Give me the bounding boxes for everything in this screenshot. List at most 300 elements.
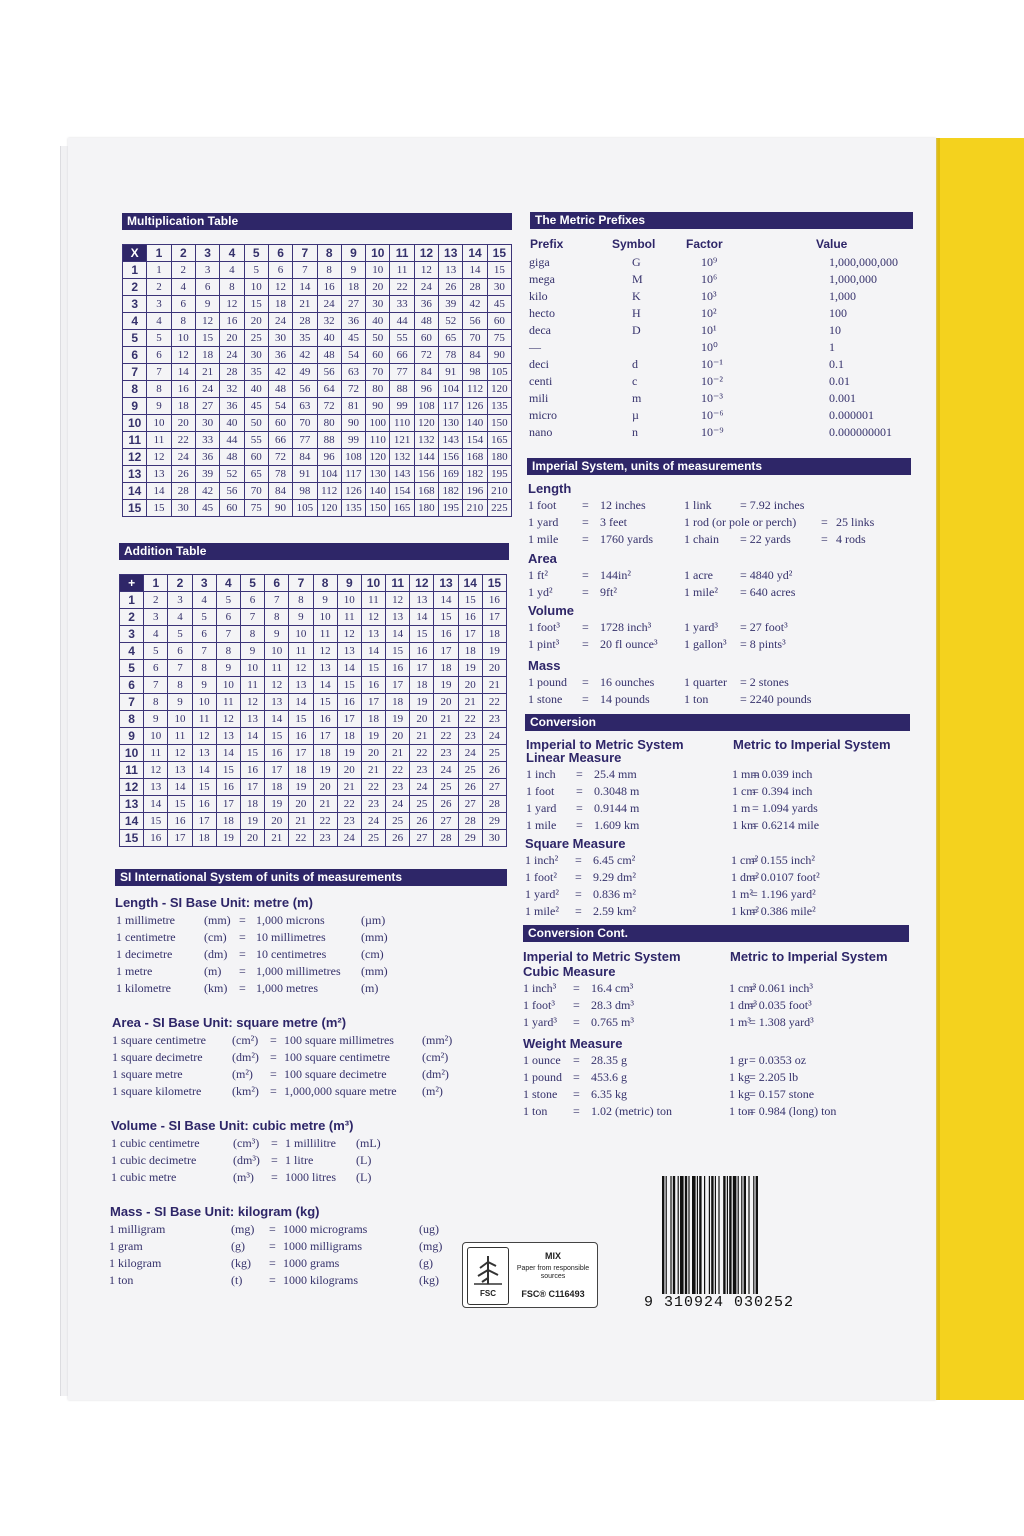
prefix-row-cell: 10⁹: [701, 255, 718, 269]
add-cell: 27: [434, 813, 458, 830]
mul-cell: 4: [220, 262, 244, 279]
conversion-square-row-cell: =: [575, 870, 582, 884]
mul-cell: 30: [268, 330, 292, 347]
mul-cell: 66: [268, 432, 292, 449]
mul-cell: 154: [463, 432, 487, 449]
add-cell: 16: [289, 728, 313, 745]
si-volume-row-cell: =: [271, 1153, 278, 1167]
mul-cell: 210: [487, 483, 511, 500]
add-cell: 15: [361, 660, 385, 677]
add-cell: 13: [410, 592, 434, 609]
imperial-length-row-cell: = 22 yards: [740, 532, 791, 546]
mul-cell: 15: [487, 262, 511, 279]
conversion-weight-row-cell: 1 stone: [523, 1087, 558, 1101]
add-cell: 26: [434, 796, 458, 813]
conversion-linear-row-cell: 0.3048 m: [594, 784, 640, 798]
mul-cell: 55: [390, 330, 414, 347]
mul-cell: 2: [171, 262, 195, 279]
add-cell: 14: [240, 728, 264, 745]
mul-cell: 8: [220, 279, 244, 296]
add-cell: 23: [337, 813, 361, 830]
add-cell: 11: [337, 609, 361, 626]
conversion-weight-row-cell: 1 ounce: [523, 1053, 561, 1067]
add-cell: 18: [337, 728, 361, 745]
add-cell: 18: [192, 830, 216, 847]
mul-cell: 99: [341, 432, 365, 449]
mul-cell: 36: [268, 347, 292, 364]
conversion-cont-right-heading: Metric to Imperial System: [730, 949, 888, 964]
si-mass-heading: Mass - SI Base Unit: kilogram (kg): [110, 1204, 320, 1219]
si-area-row-cell: 1,000,000 square metre: [284, 1084, 397, 1098]
add-cell: 14: [337, 660, 361, 677]
mul-col-header: 9: [341, 245, 365, 262]
mul-cell: 84: [268, 483, 292, 500]
add-cell: 27: [410, 830, 434, 847]
add-cell: 25: [361, 830, 385, 847]
add-cell: 15: [410, 626, 434, 643]
add-cell: 21: [458, 694, 482, 711]
mul-cell: 33: [390, 296, 414, 313]
mul-cell: 84: [463, 347, 487, 364]
add-cell: 18: [410, 677, 434, 694]
imperial-area-row-cell: = 4840 yd²: [740, 568, 793, 582]
conversion-square-row-cell: 1 km²: [731, 904, 759, 918]
mul-cell: 80: [317, 415, 341, 432]
add-cell: 21: [289, 813, 313, 830]
mul-row: [123, 364, 512, 381]
mul-cell: 60: [268, 415, 292, 432]
add-cell: 6: [240, 592, 264, 609]
imperial-length-row-cell: 3 feet: [600, 515, 627, 529]
si-area-row-cell: (m²): [422, 1084, 443, 1098]
si-volume-row-cell: (dm³): [233, 1153, 260, 1167]
prefix-row-cell: 0.000000001: [829, 425, 892, 439]
mul-cell: 117: [341, 466, 365, 483]
add-cell: 17: [313, 728, 337, 745]
add-cell: 23: [482, 711, 506, 728]
si-volume-row-cell: =: [271, 1136, 278, 1150]
add-cell: 19: [240, 813, 264, 830]
imperial-volume-row-cell: = 8 pints³: [740, 637, 786, 651]
add-row: [120, 711, 507, 728]
add-cell: 22: [410, 745, 434, 762]
add-cell: 17: [192, 813, 216, 830]
mul-cell: 91: [293, 466, 317, 483]
add-cell: 29: [482, 813, 506, 830]
add-cell: 10: [216, 677, 240, 694]
mul-cell: 169: [439, 466, 463, 483]
add-cell: 13: [144, 779, 168, 796]
mul-cell: 15: [147, 500, 171, 517]
add-cell: 19: [216, 830, 240, 847]
mul-row-header: 8: [123, 381, 147, 398]
conversion-cubic-row-cell: 1 yard³: [523, 1015, 557, 1029]
imperial-volume-row-cell: 1 gallon³: [684, 637, 727, 651]
add-cell: 14: [192, 762, 216, 779]
add-cell: 20: [313, 779, 337, 796]
add-cell: 10: [144, 728, 168, 745]
mul-cell: 5: [244, 262, 268, 279]
imperial-length-row-cell: =: [821, 532, 828, 546]
si-length-row-cell: 1 centimetre: [116, 930, 176, 944]
add-cell: 20: [337, 762, 361, 779]
mul-row-header: 14: [123, 483, 147, 500]
add-cell: 3: [144, 609, 168, 626]
add-cell: 27: [458, 796, 482, 813]
mul-row: [123, 415, 512, 432]
mul-cell: 9: [195, 296, 219, 313]
si-mass-row-cell: (g): [419, 1256, 433, 1270]
mul-cell: 90: [487, 347, 511, 364]
mul-cell: 88: [390, 381, 414, 398]
mul-cell: 72: [268, 449, 292, 466]
mul-cell: 66: [390, 347, 414, 364]
add-cell: 14: [289, 694, 313, 711]
add-cell: 10: [240, 660, 264, 677]
mul-col-header: 11: [390, 245, 414, 262]
add-cell: 10: [337, 592, 361, 609]
mul-cell: 225: [487, 500, 511, 517]
si-mass-row-cell: (ug): [419, 1222, 439, 1236]
add-cell: 8: [192, 660, 216, 677]
prefix-col-header: Symbol: [612, 237, 656, 251]
mul-cell: 110: [366, 432, 390, 449]
si-length-row-cell: (dm): [204, 947, 228, 961]
mul-cell: 24: [195, 381, 219, 398]
mul-cell: 35: [293, 330, 317, 347]
add-row-header: 10: [120, 745, 144, 762]
add-cell: 19: [458, 660, 482, 677]
barcode-bar: [678, 1176, 679, 1294]
mul-cell: 48: [414, 313, 438, 330]
add-cell: 20: [240, 830, 264, 847]
si-length-row-cell: (m): [204, 964, 222, 978]
prefix-row-cell: 100: [829, 306, 847, 320]
mul-cell: 52: [439, 313, 463, 330]
conversion-cubic-row-cell: 1 foot³: [523, 998, 555, 1012]
add-cell: 18: [289, 762, 313, 779]
conversion-cubic-row-cell: 1 m³: [729, 1015, 751, 1029]
add-cell: 7: [192, 643, 216, 660]
add-row: [120, 762, 507, 779]
add-cell: 12: [386, 592, 410, 609]
add-cell: 25: [434, 779, 458, 796]
si-area-row-cell: =: [270, 1033, 277, 1047]
mul-cell: 117: [439, 398, 463, 415]
mul-cell: 105: [487, 364, 511, 381]
si-volume-row-cell: =: [271, 1170, 278, 1184]
si-mass-row-cell: 1 milligram: [109, 1222, 166, 1236]
imperial-length-row-cell: 1 yard: [528, 515, 559, 529]
mul-cell: 12: [195, 313, 219, 330]
prefix-row-cell: 1,000,000: [829, 272, 877, 286]
mul-cell: 1: [147, 262, 171, 279]
mul-cell: 120: [414, 415, 438, 432]
mul-cell: 108: [414, 398, 438, 415]
si-mass-row-cell: =: [269, 1256, 276, 1270]
add-cell: 21: [386, 745, 410, 762]
mul-cell: 91: [439, 364, 463, 381]
conversion-weight-row-cell: 1 kg: [729, 1087, 750, 1101]
mul-cell: 3: [147, 296, 171, 313]
mul-cell: 45: [487, 296, 511, 313]
fsc-label: [462, 1242, 598, 1308]
si-mass-row-cell: 1000 grams: [283, 1256, 340, 1270]
si-mass-row-cell: (mg): [419, 1239, 443, 1253]
mul-cell: 36: [414, 296, 438, 313]
mul-cell: 10: [171, 330, 195, 347]
add-cell: 19: [289, 779, 313, 796]
mul-cell: 28: [463, 279, 487, 296]
mul-row-header: 10: [123, 415, 147, 432]
si-mass-row-cell: (g): [231, 1239, 245, 1253]
add-cell: 25: [410, 796, 434, 813]
add-cell: 26: [482, 762, 506, 779]
si-area-row-cell: 1 square kilometre: [112, 1084, 202, 1098]
mul-cell: 8: [147, 381, 171, 398]
imperial-mass-row-cell: 1 pound: [528, 675, 567, 689]
add-cell: 26: [458, 779, 482, 796]
prefix-row-cell: 10³: [701, 289, 717, 303]
conversion-weight-row-cell: 28.35 g: [591, 1053, 627, 1067]
mul-cell: 26: [171, 466, 195, 483]
mul-cell: 16: [317, 279, 341, 296]
prefix-row-cell: 10⁻²: [701, 374, 723, 388]
add-cell: 19: [265, 796, 289, 813]
mul-cell: 195: [487, 466, 511, 483]
mul-col-header: 8: [317, 245, 341, 262]
si-length-row-cell: 1 decimetre: [116, 947, 173, 961]
imperial-length-row-cell: 25 links: [836, 515, 875, 529]
barcode-bar: [670, 1176, 671, 1294]
add-cell: 5: [216, 592, 240, 609]
conversion-linear-row-cell: 1 km: [732, 818, 757, 832]
add-cell: 17: [240, 779, 264, 796]
add-cell: 19: [361, 728, 385, 745]
mul-cell: 182: [439, 483, 463, 500]
mul-cell: 96: [317, 449, 341, 466]
imperial-length-row-cell: =: [582, 515, 589, 529]
barcode-bar: [697, 1176, 698, 1294]
prefix-row: [529, 339, 909, 356]
mul-cell: 22: [171, 432, 195, 449]
prefix-row-cell: deca: [529, 323, 551, 337]
add-cell: 17: [386, 677, 410, 694]
si-area-row-cell: 1 square decimetre: [112, 1050, 203, 1064]
imperial-mass-row-cell: 1 stone: [528, 692, 563, 706]
mul-cell: 22: [390, 279, 414, 296]
mul-cell: 42: [463, 296, 487, 313]
si-length-row-cell: 10 millimetres: [256, 930, 326, 944]
si-volume-row-cell: 1 cubic metre: [111, 1170, 177, 1184]
mul-cell: 12: [147, 449, 171, 466]
mul-cell: 75: [487, 330, 511, 347]
mul-cell: 27: [195, 398, 219, 415]
mul-cell: 70: [293, 415, 317, 432]
add-cell: 20: [434, 694, 458, 711]
add-row-header: 15: [120, 830, 144, 847]
imperial-area-row-cell: =: [582, 585, 589, 599]
prefix-row-cell: D: [632, 323, 641, 337]
si-volume-row-cell: 1 litre: [285, 1153, 314, 1167]
mul-cell: 6: [195, 279, 219, 296]
add-cell: 24: [482, 728, 506, 745]
add-cell: 15: [216, 762, 240, 779]
mul-cell: 130: [366, 466, 390, 483]
mul-cell: 98: [293, 483, 317, 500]
imperial-area-row-cell: 1 ft²: [528, 568, 548, 582]
add-cell: 25: [482, 745, 506, 762]
mul-cell: 77: [390, 364, 414, 381]
cover-edge: [932, 138, 1024, 1400]
add-row-header: 7: [120, 694, 144, 711]
barcode-bar: [666, 1176, 667, 1294]
mul-cell: 140: [463, 415, 487, 432]
mul-cell: 180: [414, 500, 438, 517]
add-col-header: 14: [458, 575, 482, 592]
mul-cell: 35: [244, 364, 268, 381]
mul-cell: 78: [268, 466, 292, 483]
mul-cell: 45: [195, 500, 219, 517]
conversion-square-row-cell: 1 mile²: [525, 904, 559, 918]
add-cell: 17: [216, 796, 240, 813]
si-area-row-cell: (mm²): [422, 1033, 453, 1047]
si-length-row-cell: (mm): [361, 930, 388, 944]
barcode-bar: [741, 1176, 742, 1294]
add-cell: 11: [240, 677, 264, 694]
mul-cell: 130: [439, 415, 463, 432]
prefix-row-cell: 0.01: [829, 374, 850, 388]
si-length-row-cell: (mm): [361, 964, 388, 978]
prefix-row-cell: giga: [529, 255, 550, 269]
add-cell: 14: [168, 779, 192, 796]
mul-cell: 132: [414, 432, 438, 449]
add-cell: 10: [192, 694, 216, 711]
mul-cell: 14: [171, 364, 195, 381]
add-cell: 15: [458, 592, 482, 609]
conversion-cont-title: Conversion Cont.: [523, 925, 909, 942]
add-cell: 3: [168, 592, 192, 609]
add-cell: 26: [386, 830, 410, 847]
fsc-logo-text: FSC: [480, 1289, 496, 1298]
si-volume-row-cell: 1 millilitre: [285, 1136, 336, 1150]
mul-cell: 56: [220, 483, 244, 500]
mul-cell: 210: [463, 500, 487, 517]
add-cell: 19: [410, 694, 434, 711]
mul-cell: 6: [147, 347, 171, 364]
imperial-volume-row-cell: 1 yard³: [684, 620, 718, 634]
mul-row-header: 11: [123, 432, 147, 449]
mul-cell: 20: [220, 330, 244, 347]
mul-cell: 30: [195, 415, 219, 432]
add-cell: 16: [144, 830, 168, 847]
prefix-col-header: Factor: [686, 237, 723, 251]
mul-row: [123, 500, 512, 517]
conversion-square-row-cell: = 0.0107 foot²: [751, 870, 820, 884]
si-volume-row-cell: (L): [356, 1170, 372, 1184]
add-cell: 19: [313, 762, 337, 779]
add-cell: 18: [361, 711, 385, 728]
mul-row-header: 9: [123, 398, 147, 415]
mul-cell: 78: [439, 347, 463, 364]
mul-cell: 42: [195, 483, 219, 500]
add-cell: 16: [458, 609, 482, 626]
prefix-row: [529, 356, 909, 373]
add-cell: 16: [216, 779, 240, 796]
si-length-row-cell: 10 centimetres: [256, 947, 327, 961]
imperial-area-heading: Area: [528, 551, 557, 566]
prefix-row-cell: 1,000,000,000: [829, 255, 898, 269]
mul-cell: 121: [390, 432, 414, 449]
mul-row: [123, 313, 512, 330]
si-area-row-cell: (dm²): [422, 1067, 449, 1081]
mul-cell: 26: [439, 279, 463, 296]
conversion-linear-row-cell: = 0.039 inch: [752, 767, 813, 781]
mul-cell: 24: [414, 279, 438, 296]
conversion-square-row-cell: = 0.155 inch²: [751, 853, 816, 867]
add-cell: 9: [192, 677, 216, 694]
conversion-cubic-heading: Cubic Measure: [523, 964, 616, 979]
imperial-title: Imperial System, units of measurements: [527, 458, 911, 475]
imperial-length-row-cell: 12 inches: [600, 498, 646, 512]
imperial-volume-row-cell: 1728 inch³: [600, 620, 652, 634]
mul-cell: 10: [366, 262, 390, 279]
conversion-weight-heading: Weight Measure: [523, 1036, 623, 1051]
conversion-weight-row-cell: =: [573, 1087, 580, 1101]
mul-cell: 30: [366, 296, 390, 313]
mul-cell: 54: [341, 347, 365, 364]
conversion-square-row-cell: 6.45 cm²: [593, 853, 636, 867]
add-cell: 14: [434, 592, 458, 609]
add-cell: 16: [240, 762, 264, 779]
si-mass-row-cell: =: [269, 1239, 276, 1253]
conversion-linear-row-cell: =: [576, 784, 583, 798]
mul-cell: 9: [341, 262, 365, 279]
prefix-row-cell: 10⁻³: [701, 391, 723, 405]
add-cell: 15: [168, 796, 192, 813]
add-cell: 22: [482, 694, 506, 711]
add-cell: 11: [168, 728, 192, 745]
mul-corner: X: [123, 245, 147, 262]
add-col-header: 15: [482, 575, 506, 592]
mul-cell: 15: [244, 296, 268, 313]
add-cell: 21: [361, 762, 385, 779]
add-cell: 12: [265, 677, 289, 694]
prefix-row: [529, 254, 909, 271]
add-row: [120, 592, 507, 609]
fsc-responsible: Paper from responsible sources: [516, 1265, 590, 1280]
mul-row: [123, 466, 512, 483]
conversion-cubic-row-cell: = 0.035 foot³: [749, 998, 812, 1012]
barcode-bar: [727, 1176, 728, 1294]
imperial-length-row-cell: =: [821, 515, 828, 529]
add-cell: 14: [361, 643, 385, 660]
add-cell: 28: [482, 796, 506, 813]
prefix-row-cell: n: [632, 425, 638, 439]
mul-cell: 20: [366, 279, 390, 296]
add-row: [120, 830, 507, 847]
conversion-cont-left-heading: Imperial to Metric System: [523, 949, 681, 964]
barcode-bar: [699, 1176, 701, 1294]
add-cell: 24: [361, 813, 385, 830]
conversion-left-heading: Imperial to Metric System: [526, 737, 684, 752]
fsc-mix: MIX: [544, 1251, 561, 1261]
conversion-linear-row-cell: =: [576, 801, 583, 815]
conversion-cubic-row-cell: 16.4 cm³: [591, 981, 634, 995]
conversion-cubic-row-cell: 1 cm³: [729, 981, 757, 995]
si-length-row-cell: =: [239, 964, 246, 978]
si-mass-row-cell: 1000 kilograms: [283, 1273, 358, 1287]
